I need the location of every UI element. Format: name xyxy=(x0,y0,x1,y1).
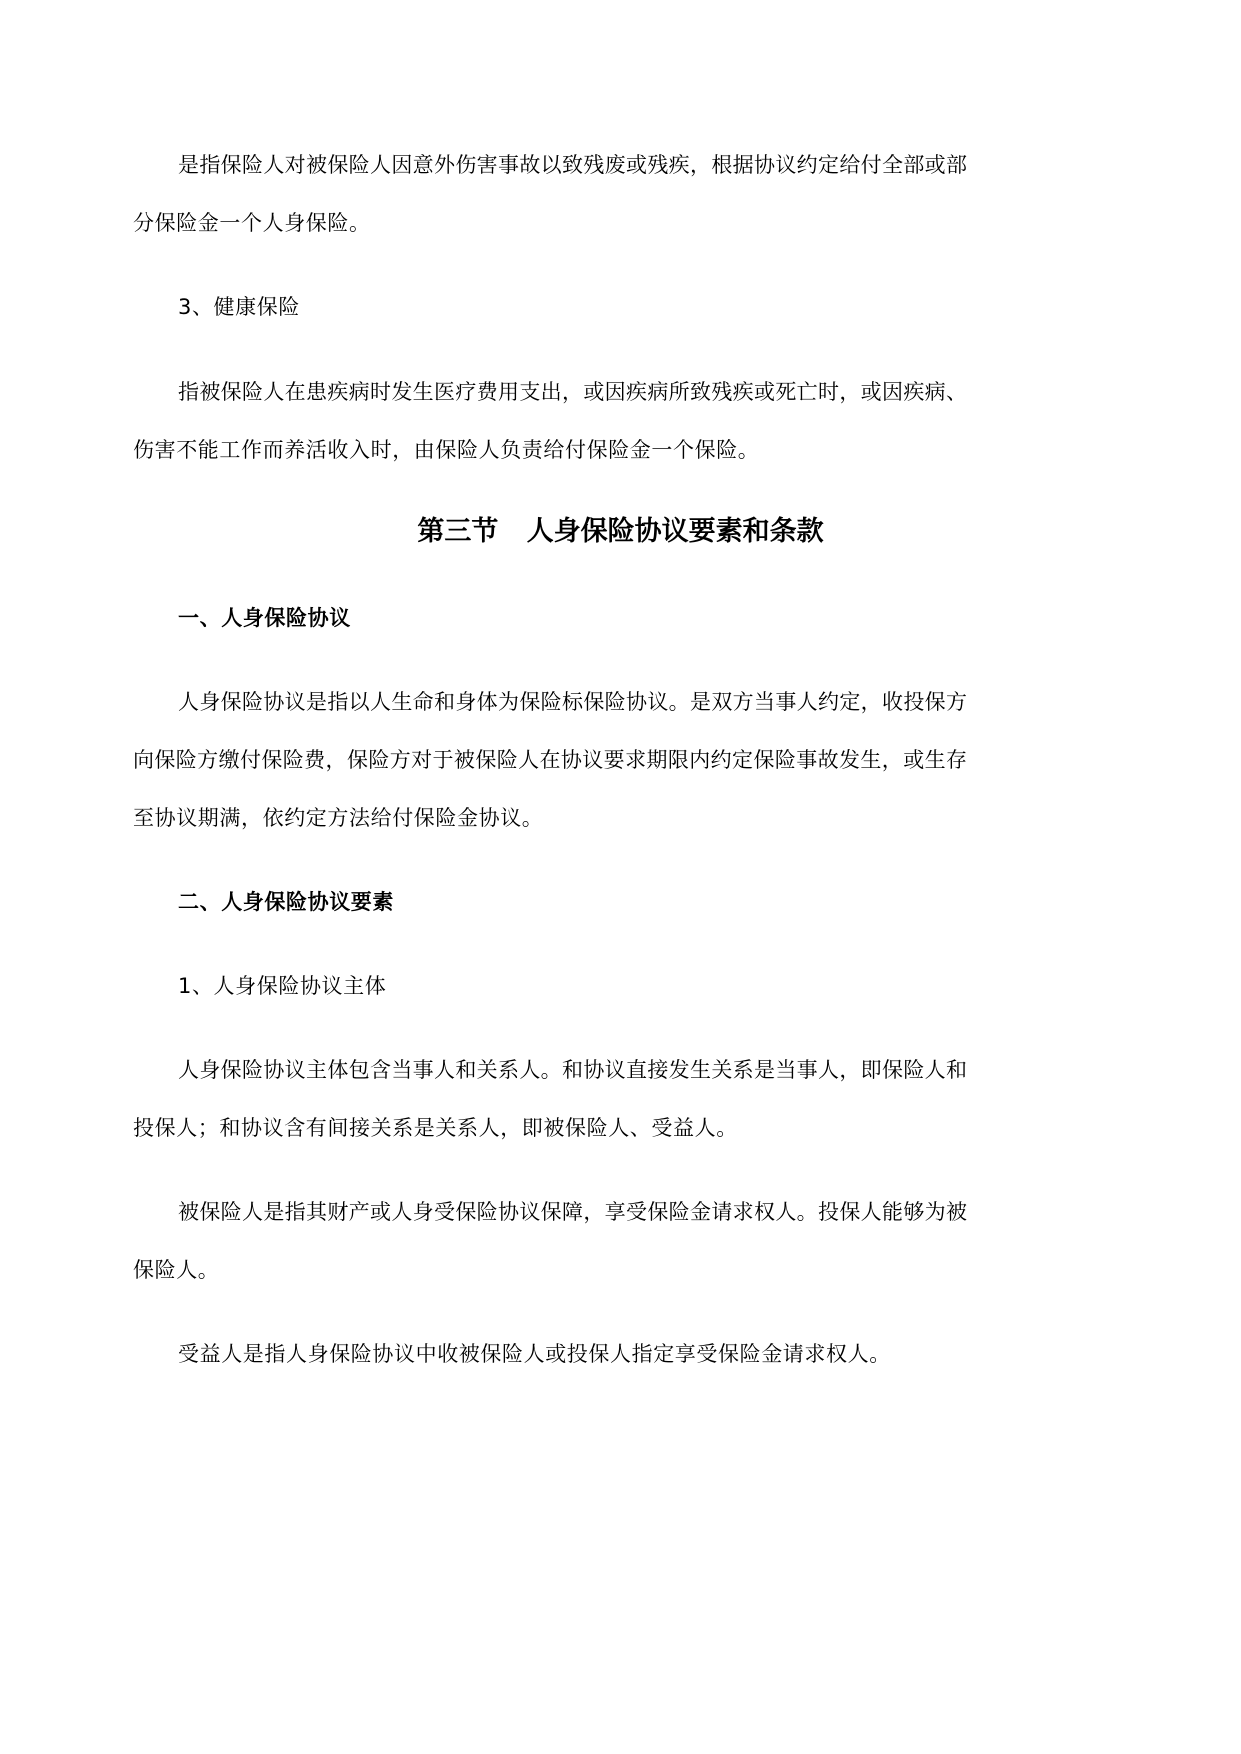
item-health-insurance-title: 3、健康保险 xyxy=(178,295,300,319)
paragraph-health-line-2: 伤害不能工作而养活收入时，由保险人负责给付保险金一个保险。 xyxy=(133,438,760,462)
paragraph-accident-line-1: 是指保险人对被保险人因意外伤害事故以致残废或残疾，根据协议约定给付全部或部 xyxy=(178,153,967,177)
subheading-personal-insurance-contract: 一、人身保险协议 xyxy=(178,606,351,630)
paragraph-contract-line-1: 人身保险协议是指以人生命和身体为保险标保险协议。是双方当事人约定，收投保方 xyxy=(178,690,967,714)
item-contract-subject-title: 1、人身保险协议主体 xyxy=(178,974,387,998)
paragraph-subject-line-2: 投保人；和协议含有间接关系是关系人，即被保险人、受益人。 xyxy=(133,1116,738,1140)
paragraph-insured-line-1: 被保险人是指其财产或人身受保险协议保障，享受保险金请求权人。投保人能够为被 xyxy=(178,1200,967,1224)
paragraph-insured-line-2: 保险人。 xyxy=(133,1258,220,1282)
paragraph-contract-line-2: 向保险方缴付保险费，保险方对于被保险人在协议要求期限内约定保险事故发生，或生存 xyxy=(133,748,967,772)
paragraph-health-line-1: 指被保险人在患疾病时发生医疗费用支出，或因疾病所致残疾或死亡时，或因疾病、 xyxy=(178,380,967,404)
paragraph-accident-line-2: 分保险金一个人身保险。 xyxy=(133,211,371,235)
paragraph-beneficiary-line-1: 受益人是指人身保险协议中收被保险人或投保人指定享受保险金请求权人。 xyxy=(178,1342,891,1366)
subheading-contract-elements: 二、人身保险协议要素 xyxy=(178,890,394,914)
paragraph-contract-line-3: 至协议期满，依约定方法给付保险金协议。 xyxy=(133,806,544,830)
section-heading: 第三节 人身保险协议要素和条款 xyxy=(417,516,824,547)
paragraph-subject-line-1: 人身保险协议主体包含当事人和关系人。和协议直接发生关系是当事人，即保险人和 xyxy=(178,1058,967,1082)
